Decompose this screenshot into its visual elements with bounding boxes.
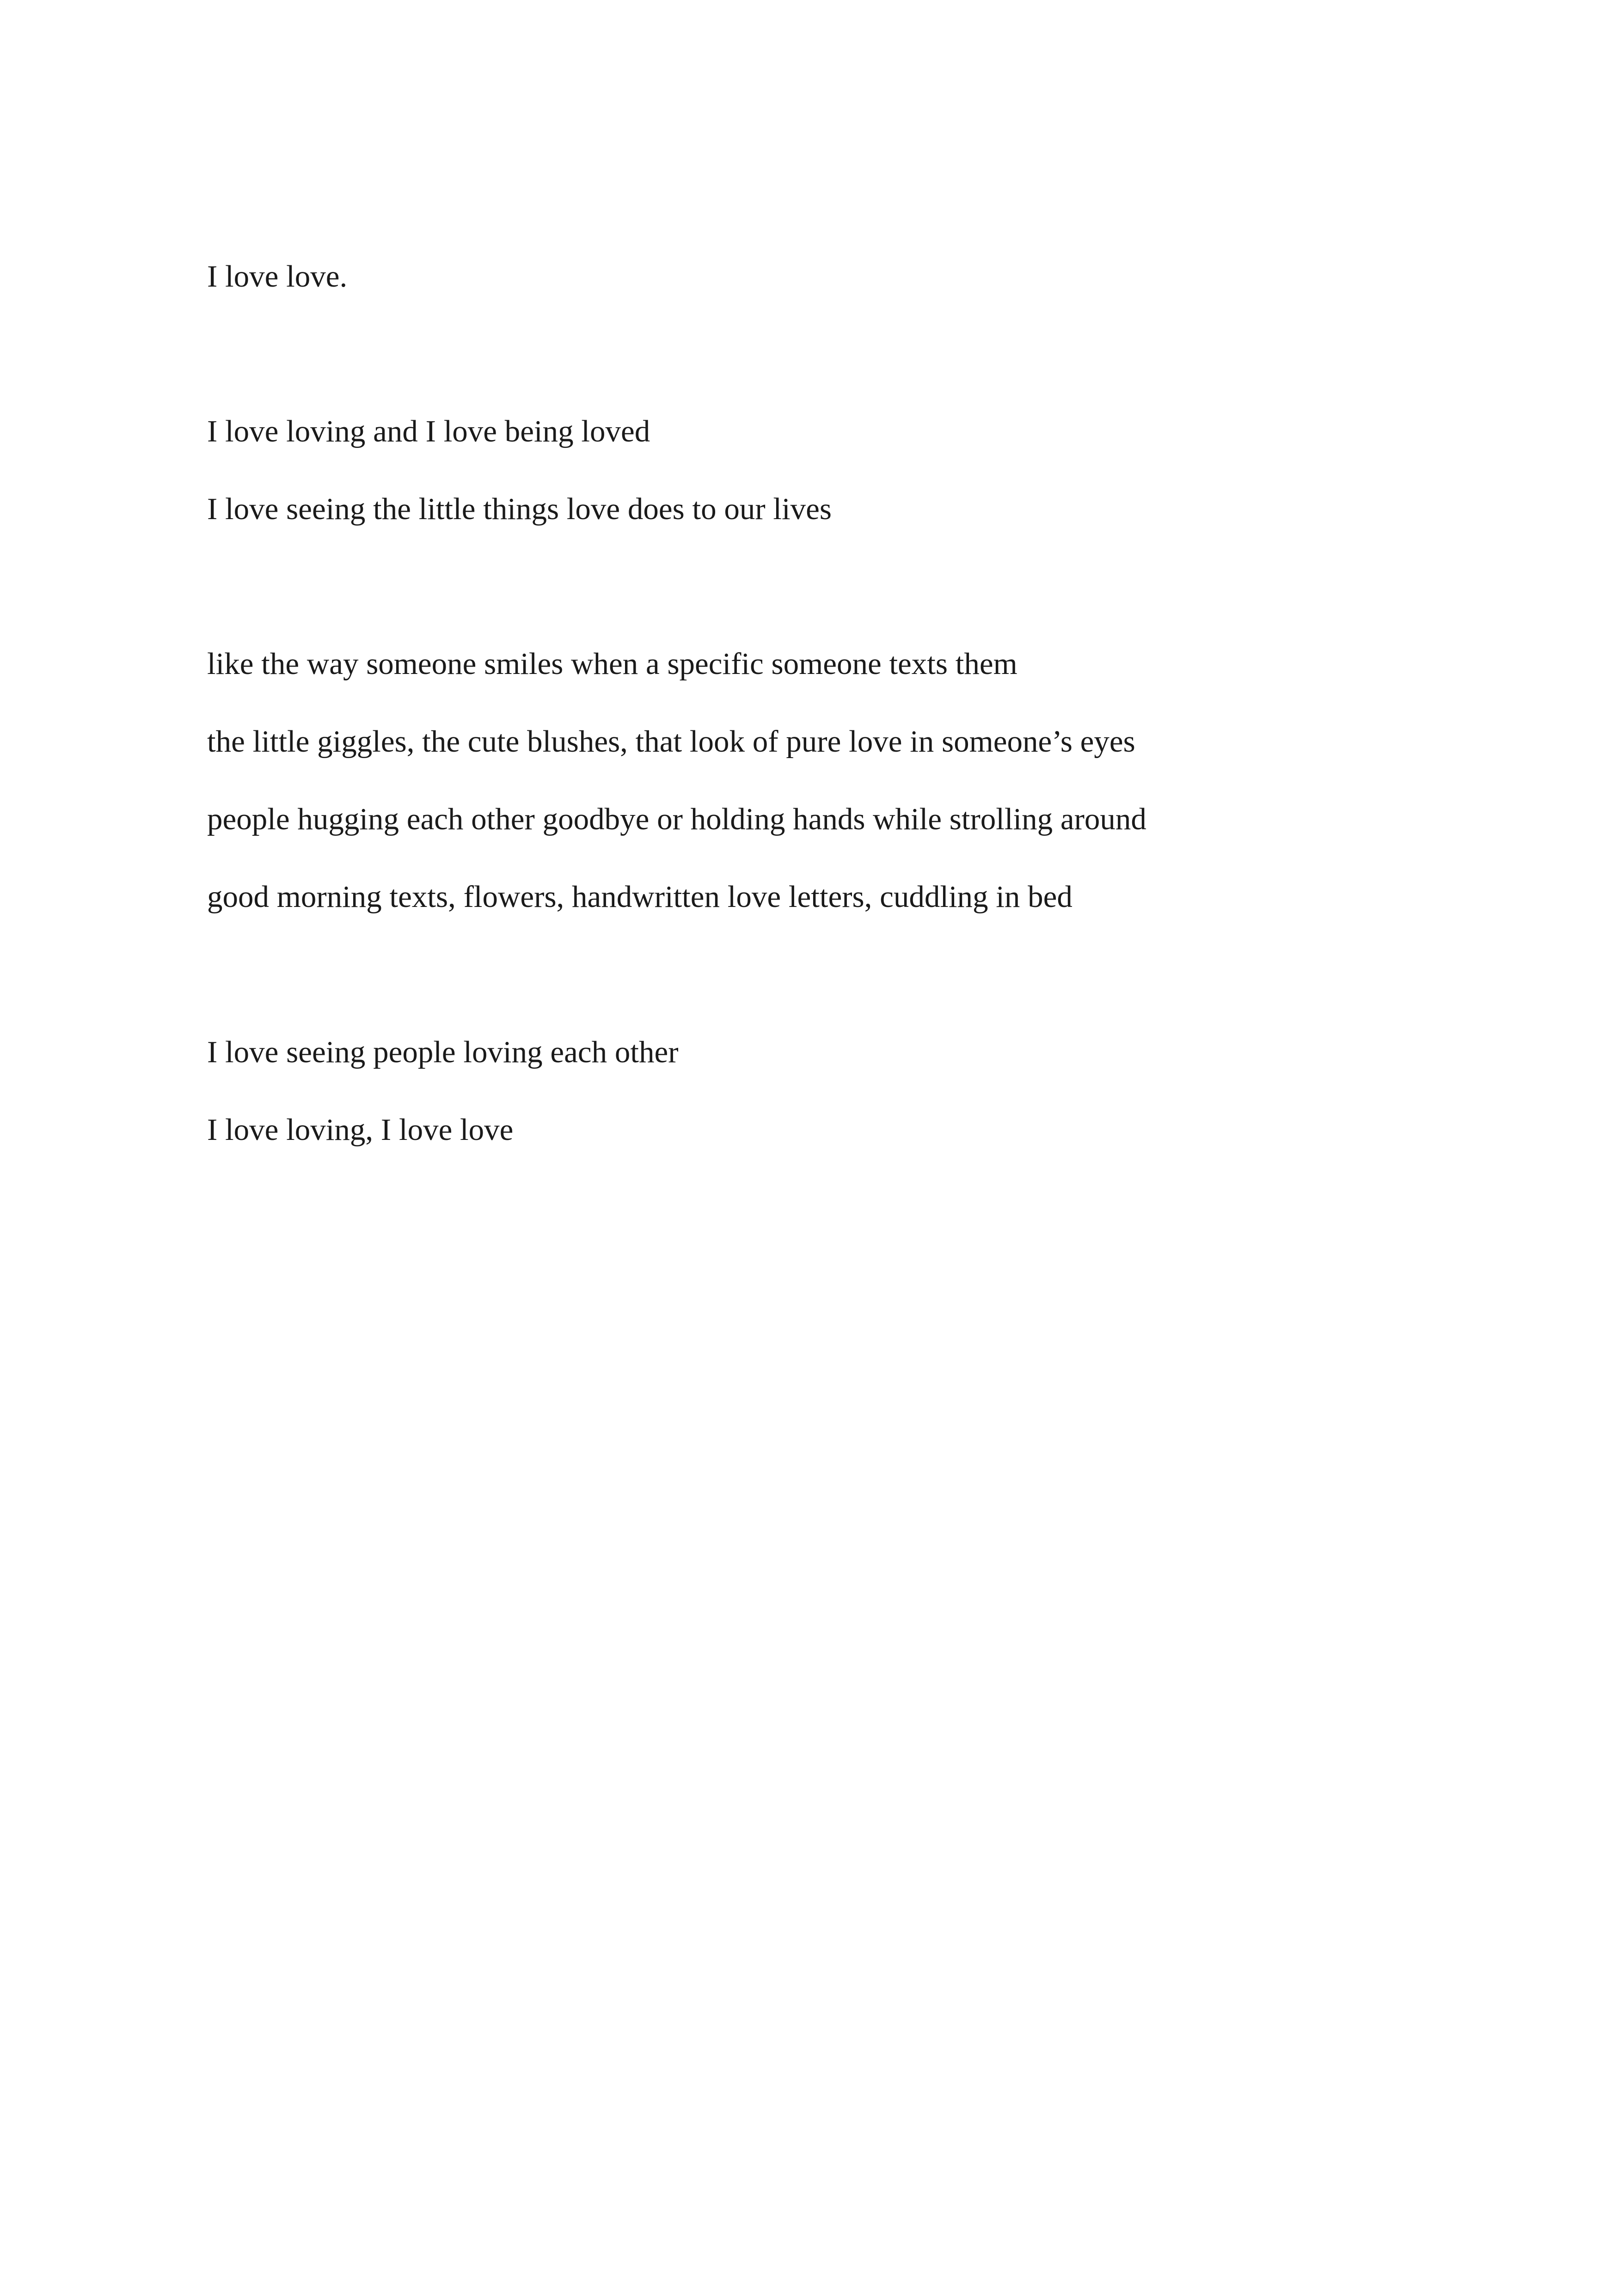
poem-line: I love loving, I love love xyxy=(207,1113,514,1147)
poem-line: good morning texts, flowers, handwritten love letters, cuddling in bed xyxy=(207,880,1073,914)
poem-line: people hugging each other goodbye or holding hands while strolling around xyxy=(207,802,1146,836)
poem-line: I love seeing people loving each other xyxy=(207,1035,679,1069)
poem-line: I love love. xyxy=(207,259,348,294)
poem-line: the little giggles, the cute blushes, that look of pure love in someone’s eyes xyxy=(207,724,1135,759)
poem-line: like the way someone smiles when a specific someone texts them xyxy=(207,647,1017,681)
poem-line: I love loving and I love being loved xyxy=(207,414,650,448)
poem-line: I love seeing the little things love does to our lives xyxy=(207,492,832,526)
